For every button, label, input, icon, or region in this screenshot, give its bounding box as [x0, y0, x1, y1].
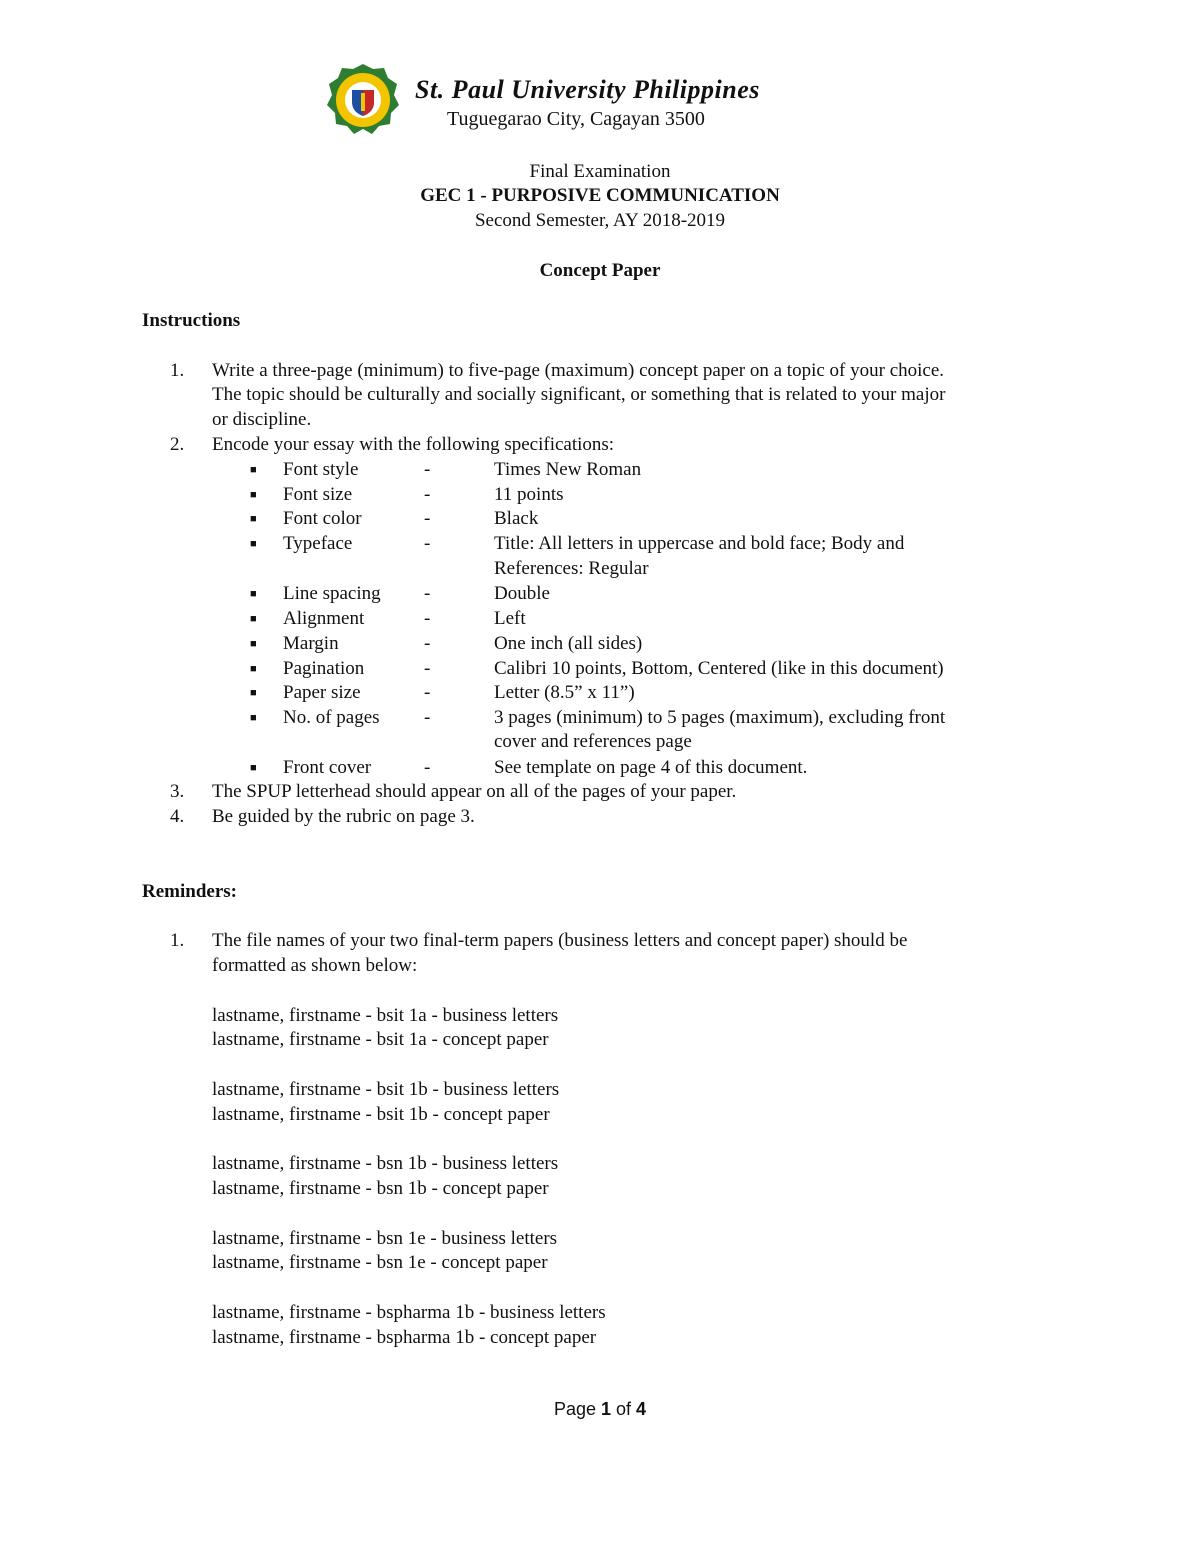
filename-example: lastname, firstname - bsn 1b - concept paper [212, 1178, 549, 1199]
instruction-text: Encode your essay with the following specifications: [212, 434, 615, 455]
spec-value: One inch (all sides) [494, 633, 643, 654]
list-number: 3. [170, 781, 185, 802]
spec-label: Front cover [283, 757, 372, 778]
reminders-heading: Reminders: [142, 881, 237, 902]
filename-example: lastname, firstname - bsit 1a - concept paper [212, 1029, 549, 1050]
bullet-icon: ■ [250, 687, 257, 699]
spec-label: Font color [283, 508, 362, 529]
spec-dash: - [424, 633, 431, 654]
filename-example: lastname, firstname - bsit 1b - business letters [212, 1079, 560, 1100]
spec-value-continued: cover and references page [494, 731, 692, 752]
spec-label: Font size [283, 484, 353, 505]
spec-value: Calibri 10 points, Bottom, Centered (like in this document) [494, 658, 944, 679]
instruction-text: The SPUP letterhead should appear on all of the pages of your paper. [212, 781, 737, 802]
bullet-icon: ■ [250, 762, 257, 774]
spec-value: Left [494, 608, 526, 629]
spec-value: 11 points [494, 484, 564, 505]
spec-label: Margin [283, 633, 339, 654]
bullet-icon: ■ [250, 663, 257, 675]
spec-value: See template on page 4 of this document. [494, 757, 808, 778]
bullet-icon: ■ [250, 464, 257, 476]
spec-value: 3 pages (minimum) to 5 pages (maximum), excluding front [494, 707, 946, 728]
reminder-text: The file names of your two final-term papers (business letters and concept paper) should be [212, 930, 908, 951]
bullet-icon: ■ [250, 489, 257, 501]
bullet-icon: ■ [250, 613, 257, 625]
spec-dash: - [424, 508, 431, 529]
spec-dash: - [424, 682, 431, 703]
spec-value: Letter (8.5” x 11”) [494, 682, 635, 703]
spec-label: No. of pages [283, 707, 380, 728]
list-number: 1. [170, 930, 185, 951]
page-of: of [611, 1399, 637, 1419]
reminder-text: formatted as shown below: [212, 955, 418, 976]
spec-label: Font style [283, 459, 359, 480]
current-page: 1 [601, 1399, 612, 1419]
filename-example: lastname, firstname - bspharma 1b - concept paper [212, 1327, 597, 1348]
spec-dash: - [424, 608, 431, 629]
spec-label: Line spacing [283, 583, 381, 604]
list-number: 1. [170, 360, 185, 381]
spec-value: Times New Roman [494, 459, 642, 480]
list-number: 4. [170, 806, 185, 827]
instruction-text: or discipline. [212, 409, 312, 430]
filename-example: lastname, firstname - bspharma 1b - business letters [212, 1302, 606, 1323]
bullet-icon: ■ [250, 538, 257, 550]
spec-value: Title: All letters in uppercase and bold face; Body and [494, 533, 905, 554]
spec-label: Alignment [283, 608, 365, 629]
spec-dash: - [424, 707, 431, 728]
bullet-icon: ■ [250, 513, 257, 525]
spec-value-continued: References: Regular [494, 558, 649, 579]
filename-example: lastname, firstname - bsit 1a - business letters [212, 1005, 559, 1026]
bullet-icon: ■ [250, 712, 257, 724]
total-pages: 4 [636, 1399, 647, 1419]
bullet-icon: ■ [250, 588, 257, 600]
filename-example: lastname, firstname - bsn 1e - business letters [212, 1228, 558, 1249]
exam-label: Final Examination [529, 161, 671, 182]
university-seal-icon [326, 63, 400, 137]
spec-dash: - [424, 484, 431, 505]
spec-dash: - [424, 459, 431, 480]
spec-label: Typeface [283, 533, 353, 554]
instructions-heading: Instructions [142, 310, 241, 331]
university-address: Tuguegarao City, Cagayan 3500 [447, 108, 705, 130]
semester-label: Second Semester, AY 2018-2019 [474, 210, 726, 231]
spec-label: Paper size [283, 682, 361, 703]
spec-dash: - [424, 533, 431, 554]
spec-label: Pagination [283, 658, 365, 679]
page-number [0, 1397, 1200, 1421]
page-label: Page [553, 1399, 601, 1419]
instruction-text: Write a three-page (minimum) to five-page (maximum) concept paper on a topic of your choice. [212, 360, 945, 381]
filename-example: lastname, firstname - bsn 1b - business letters [212, 1153, 559, 1174]
filename-example: lastname, firstname - bsn 1e - concept paper [212, 1252, 548, 1273]
spec-value: Black [494, 508, 539, 529]
instruction-text: The topic should be culturally and socially significant, or something that is related to your major [212, 384, 946, 405]
filename-example: lastname, firstname - bsit 1b - concept paper [212, 1104, 550, 1125]
spec-dash: - [424, 658, 431, 679]
list-number: 2. [170, 434, 185, 455]
instruction-text: Be guided by the rubric on page 3. [212, 806, 475, 827]
spec-value: Double [494, 583, 550, 604]
page-title: Concept Paper [539, 260, 661, 281]
spec-dash: - [424, 757, 431, 778]
bullet-icon: ■ [250, 638, 257, 650]
spec-dash: - [424, 583, 431, 604]
university-name: St. Paul University Philippines [415, 75, 760, 104]
course-title: GEC 1 - PURPOSIVE COMMUNICATION [420, 185, 780, 206]
